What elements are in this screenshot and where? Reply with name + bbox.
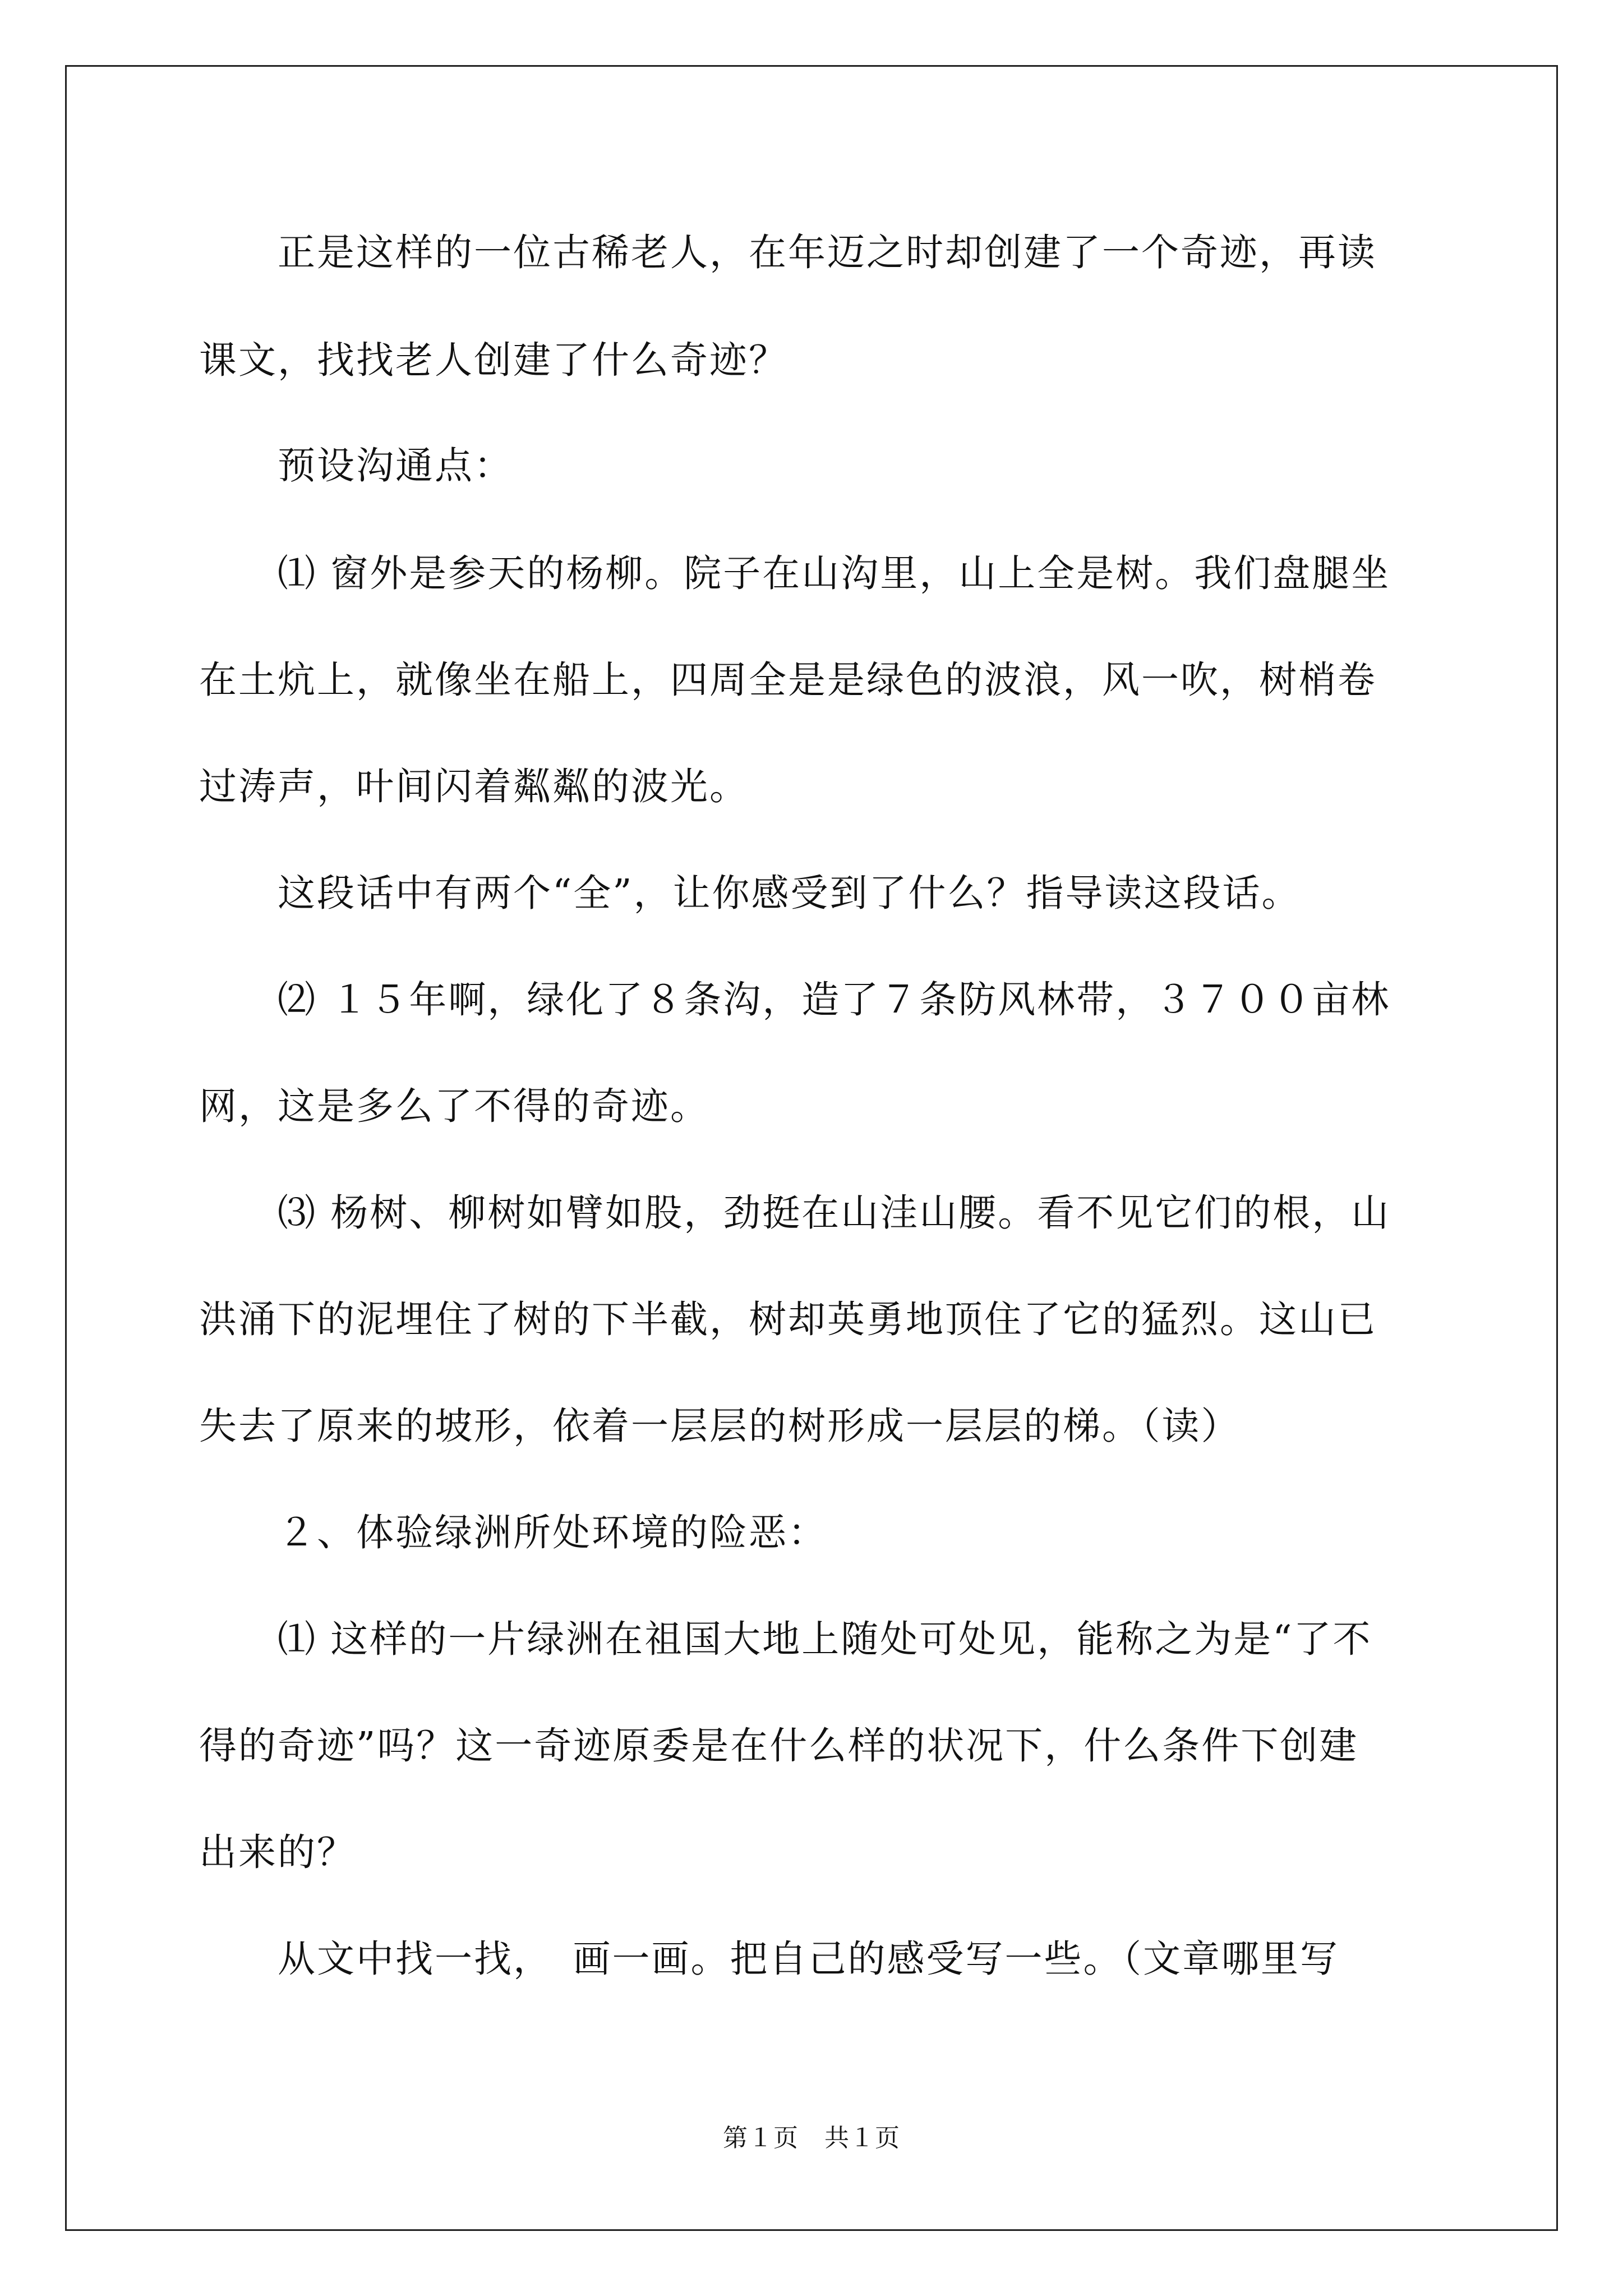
text-line: 过涛声，叶间闪着粼粼的波光。 bbox=[199, 765, 749, 808]
text-line: ２、体验绿洲所处环境的险恶： bbox=[199, 1511, 827, 1554]
page-footer bbox=[0, 2122, 1623, 2155]
text-line: 网，这是多么了不得的奇迹。 bbox=[199, 1084, 709, 1128]
page-border bbox=[65, 65, 1558, 2231]
text-line: 洪涌下的泥埋住了树的下半截，树却英勇地顶住了它的猛烈。这山已 bbox=[199, 1297, 1377, 1341]
text-line: 得的奇迹”吗？这一奇迹原委是在什么样的状况下，什么条件下创建 bbox=[199, 1724, 1359, 1768]
text-line: ⑴ 这样的一片绿洲在祖国大地上随处可处见，能称之为是“了不 bbox=[199, 1617, 1372, 1661]
text-line: 预设沟通点： bbox=[199, 444, 513, 487]
page-number: 第１页 bbox=[723, 2124, 799, 2152]
text-line: 从文中找一找， 画一画。把自己的感受写一些。（文章哪里写 bbox=[199, 1937, 1339, 1981]
page-total: 共１页 bbox=[824, 2124, 900, 2152]
text-line: ⑶ 杨树、柳树如臂如股，劲挺在山洼山腰。看不见它们的根，山 bbox=[199, 1191, 1391, 1235]
text-line: 这段话中有两个“全”，让你感受到了什么？指导读这段话。 bbox=[199, 871, 1301, 915]
text-line: 正是这样的一位古稀老人，在年迈之时却创建了一个奇迹，再读 bbox=[199, 231, 1377, 274]
text-line: 在土炕上，就像坐在船上，四周全是是绿色的波浪，风一吹，树梢卷 bbox=[199, 658, 1377, 702]
text-line: 出来的？ bbox=[199, 1830, 356, 1874]
text-line: 课文，找找老人创建了什么奇迹？ bbox=[199, 338, 788, 382]
text-line: 失去了原来的坡形，依着一层层的树形成一层层的梯。（读） bbox=[199, 1404, 1241, 1448]
text-line: ⑵ １５年啊，绿化了８条沟，造了７条防风林带，３７００亩林 bbox=[199, 978, 1391, 1022]
text-line: ⑴ 窗外是参天的杨柳。院子在山沟里，山上全是树。我们盘腿坐 bbox=[199, 551, 1391, 595]
